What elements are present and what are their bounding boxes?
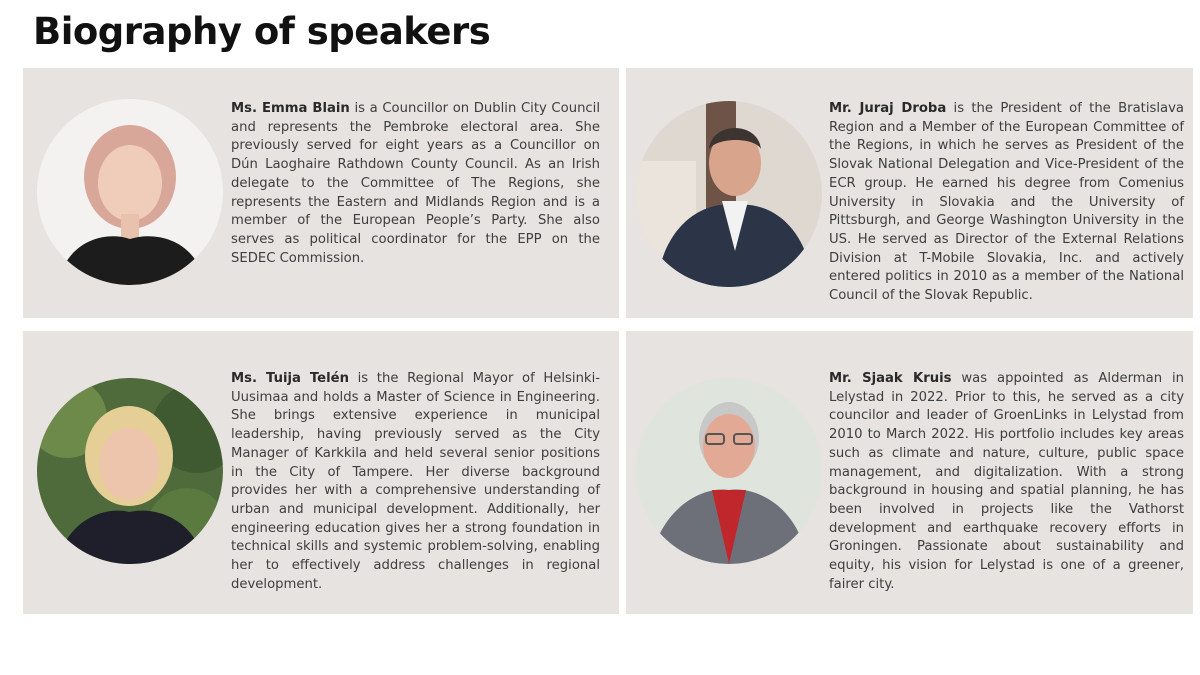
- speaker-card-emma-blain: [23, 68, 619, 318]
- speaker-photo: [636, 101, 822, 287]
- speaker-card-tuija-telen: [23, 331, 619, 614]
- speaker-bio-text: is a Councillor on Dublin City Council and represents the Pembroke electoral area. She previously served for eight years as a Councillor on Dún Laoghaire Rathdown County Council. As an Irish delegate to the Committee of The Regions, she represents the Eastern and Midlands Region and is a member of the European People’s Party. She also serves as political coordinator for the EPP on the SEDEC Commission.: [231, 101, 601, 266]
- speaker-bio: [231, 370, 600, 594]
- speaker-bio: [231, 100, 600, 268]
- speaker-bio: [829, 100, 1184, 306]
- page-title: Biography of speakers: [33, 10, 491, 53]
- speaker-photo: [37, 378, 223, 564]
- speaker-photo: [636, 378, 822, 564]
- speaker-card-sjaak-kruis: [626, 331, 1193, 614]
- speaker-bio-text: was appointed as Alderman in Lelystad in 2022. Prior to this, he served as a city councilor and leader of GroenLinks in Lelystad from 2010 to March 2022. His portfolio includes key areas such as climate and nature, culture, public space management, and digitalization. With a strong background in housing and spatial planning, he has been involved in projects like the Vathorst development and earthquake recovery efforts in Groningen. Passionate about sustainability and equity, his vision for Lelystad is one of a greener, fairer city.: [829, 371, 1184, 592]
- speaker-bio-text: is the President of the Bratislava Region and a Member of the European Committee of the Regions, in which he serves as President of the Slovak National Delegation and Vice-President of the ECR group. He earned his degree from Comenius University in Slovakia and the University of Pittsburgh, and George Washington University in the US. He served as Director of the External Relations Division at T-Mobile Slovakia, Inc. and actively entered politics in 2010 as a member of the National Council of the Slovak Republic.: [829, 101, 1184, 304]
- speaker-photo: [37, 99, 223, 285]
- speaker-name: Mr. Juraj Droba: [829, 101, 947, 116]
- speaker-bio: [829, 370, 1184, 594]
- speaker-bio-text: is the Regional Mayor of Helsinki-Uusimaa and holds a Master of Science in Engineering. She brings extensive experience in municipal leadership, having previously served as the City Manager of Karkkila and held several senior positions in the City of Tampere. Her diverse background provides her with a comprehensive understanding of urban and municipal development. Additionally, her engineering education gives her a strong foundation in technical skills and systemic problem-solving, enabling her to effectively address challenges in regional development.: [231, 371, 600, 592]
- speaker-name: Ms. Tuija Telén: [231, 371, 349, 386]
- speaker-card-juraj-droba: [626, 68, 1193, 318]
- speaker-name: Ms. Emma Blain: [231, 101, 350, 116]
- speaker-name: Mr. Sjaak Kruis: [829, 371, 952, 386]
